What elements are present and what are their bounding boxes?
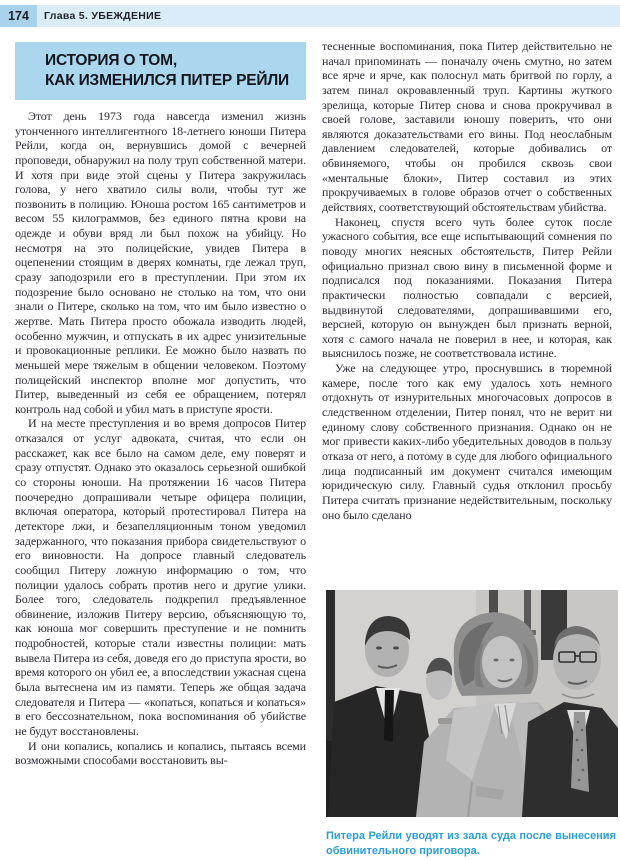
courtroom-photo <box>326 590 618 817</box>
running-head <box>0 5 620 27</box>
chapter-title: Глава 5. УБЕЖДЕНИЕ <box>37 5 620 27</box>
two-column-text <box>15 39 616 860</box>
right-column-text <box>322 39 612 590</box>
left-column <box>15 42 306 860</box>
courtroom-photo-figure <box>326 590 618 859</box>
story-title-line-2: КАК ИЗМЕНИЛСЯ ПИТЕР РЕЙЛИ <box>45 72 289 89</box>
paragraph-left-2: И на месте преступления и во время допросов Питер отказался от услуг адвоката, считая, что если он расскажет, как все было на самом деле, ему поверят и сразу отпустят. Однако это оказалось серьезной ошибкой со стороны юноши. На протяжении 16 часов Питера поочередно допрашивали четыре офицера полиции, включая оператора, который протестировал Питера на детекторе лжи, и безапелляционным тоном уведомил задержанного, что показания прибора свидетельствуют о его виновности. На допросе главный следователь сообщил Питеру ложную информацию о том, что полиции удалось собрать против него и другие улики. Более того, следователь подкрепил предъявленное обвинение, изложив Питеру версию, объясняющую то, как юноша мог совершить преступение и не помнить подробностей, которые стали известны полиции: мать вывела Питера из себя, доведя его до приступа ярости, во время которого он убил ее, а впоследствии ужасная сцена была вытеснена им из памяти. Теперь же общая задача следователя и Питера — «копаться, копаться и копаться» в его бессознательном, пока воспоминания об убийстве не будут восстановлены. <box>15 416 306 738</box>
right-column <box>322 39 616 860</box>
photo-caption: Питера Рейли уводят из зала суда после вынесения обвинительного приговора. <box>326 830 616 857</box>
paragraph-left-1: Этот день 1973 года навсегда изменил жизнь утонченного интеллигентного 18-летнего юноши Питера Рейли, когда он, вернувшись домой с вечерней проповеди, обнаружил на полу труп собственной матери. И хотя при виде этой сцены у Питера закружилась голова, у него хватило силы воли, чтобы тут же позвонить в полицию. Юноша ростом 165 сантиметров и весом 55 килограммов, без единого пятна крови на одежде и обуви вряд ли был похож на убийцу. Но несмотря на это полицейские, увидев Питера в оцепенении стоящим в дверях комнаты, где лежал труп, сразу заподозрили его в преступлении. При этом их подозрение было основано не столько на том, что они знали о Питере, сколько на том, что им было известно о жертве. Мать Питера просто обожала изводить людей, особенно мужчин, и отпускать в их адрес унизительные и провокационные реплики. Ее можно было назвать по меньшей мере тяжелым в общении человеком. Поэтому полицейский инспектор вполне мог допустить, что Питер, выведенный из себя ее обращением, потерял контроль над собой и убил мать в приступе ярости. <box>15 109 306 416</box>
paragraph-right-1: тесненные воспоминания, пока Питер действительно не начал припоминать — поначалу очень смутно, но затем все ярче и ярче, как полоснул мать бритвой по горлу, а затем пинал окровавленный труп. Картины жуткого зрелища, которые Питер снова и снова прокручивал в своей голове, заставили юношу поверить, что они являются доказательствами его вины. Под неослабным давлением следователей, которые добивались от обвиняемого, чтобы он пробился сквозь свои «ментальные блоки», Питер составил из этих прокручиваемых в голове образов отчет о собственных действиях, соответствующий обстоятельствам убийства. <box>322 39 612 215</box>
paragraph-right-3: Уже на следующее утро, проснувшись в тюремной камере, после того как ему удалось хоть немного отдохнуть от изнурительных многочасовых допросов в следственном отделении, Питер понял, что не верит ни единому слову собственного признания. Однако он не мог привести каких-либо убедительных доводов в пользу отказа от него, а потому в суде для любого официального лица подписанный им документ считался имеющим юридическую силу. Главный судья отклонил просьбу Питера считать признание недействительным, поскольку оно было сделано <box>322 361 612 522</box>
paragraph-right-2: Наконец, спустя всего чуть более суток после ужасного события, все еще испытывающий сомнения по поводу многих неясных обстоятельств, Питер Рейли официально признал свою вину в письменной форме и подписался под показаниями. Показания Питера практически полностью совпадали с версией, выдвинутой следователями, допрашивавшими его, версией, которую он вынужден был признать верной, хотя с самого начала не поверил в нее, и которая, как выяснилось позже, не соответствовала истине. <box>322 214 612 361</box>
page-number: 174 <box>0 5 37 27</box>
story-title-line-1: ИСТОРИЯ О ТОМ, <box>45 52 177 69</box>
story-title-box <box>15 42 306 100</box>
paragraph-left-3: И они копались, копались и копались, пытаясь всеми возможными способами восстановить вы- <box>15 738 306 768</box>
